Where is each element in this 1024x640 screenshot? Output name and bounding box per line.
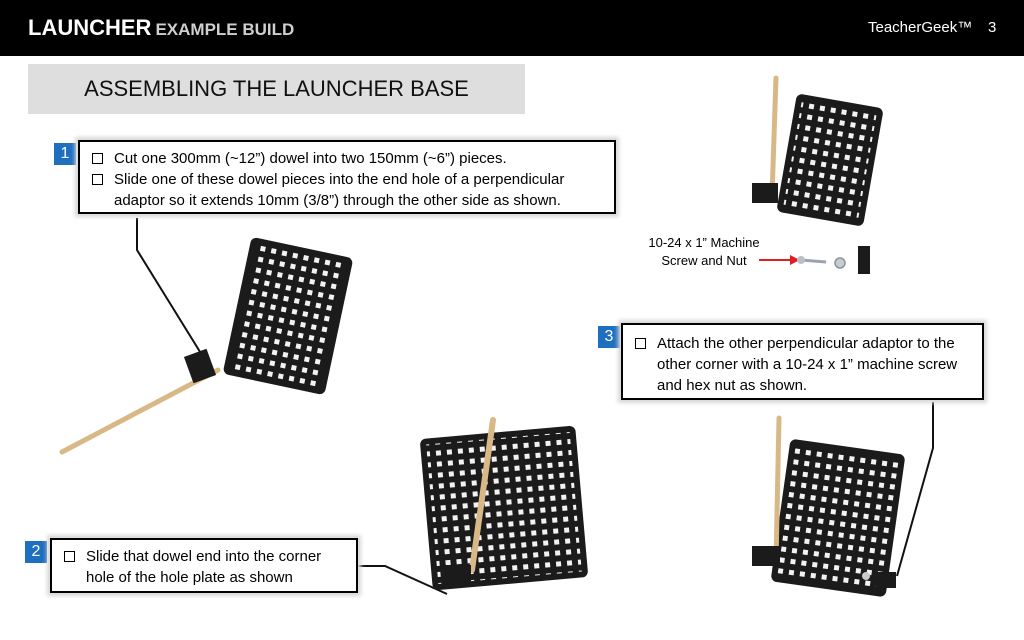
screw-nut-label xyxy=(636,234,772,270)
page-number: 3 xyxy=(988,19,997,36)
step-1-item-2 xyxy=(90,169,606,211)
screw-nut-label-line1: 10-24 x 1” Machine xyxy=(648,235,760,250)
connector-line-1 xyxy=(137,218,210,368)
step-1-item-1-text: Cut one 300mm (~12”) dowel into two 150mm (~6”) pieces. xyxy=(114,150,507,167)
step-1-item-2-text: Slide one of these dowel pieces into the end hole of a perpendicular adaptor so it extends 10mm (3/8”) through the other side as shown. xyxy=(114,171,565,209)
title-subtitle: EXAMPLE BUILD xyxy=(155,20,295,39)
checkbox-icon xyxy=(92,153,103,164)
hole-plate-image-top-right xyxy=(776,93,884,226)
checkbox-icon xyxy=(92,174,103,185)
hole-plate-image-1 xyxy=(223,237,354,396)
adaptor-dowel-image-1 xyxy=(62,349,218,452)
connector-line-3 xyxy=(897,402,933,576)
checkbox-icon xyxy=(635,338,646,349)
screw-nut-label-line2: Screw and Nut xyxy=(661,253,747,268)
screw-and-nut-image xyxy=(759,246,870,274)
step-3-number: 3 xyxy=(598,326,620,348)
hole-plate-image-2 xyxy=(420,425,589,590)
step-3-box xyxy=(621,323,984,400)
brand-label: TeacherGeek™ xyxy=(868,19,973,36)
step-2-item-1-text: Slide that dowel end into the corner hole of the hole plate as shown xyxy=(86,548,322,586)
step-1-box xyxy=(78,140,616,214)
step-1-item-1 xyxy=(90,148,606,169)
title-main: LAUNCHER xyxy=(28,15,152,40)
step-3-item-1-text: Attach the other perpendicular adaptor to the other corner with a 10-24 x 1” machine screw and hex nut as shown. xyxy=(657,335,958,394)
step-2-item-1 xyxy=(62,546,348,588)
step-3-item-1 xyxy=(633,333,974,396)
step-2-number: 2 xyxy=(25,541,47,563)
step-2-box xyxy=(50,538,358,593)
checkbox-icon xyxy=(64,551,75,562)
section-title: ASSEMBLING THE LAUNCHER BASE xyxy=(84,76,469,101)
step-1-number: 1 xyxy=(54,143,76,165)
adaptor-dowel-image-top-right xyxy=(752,78,778,203)
